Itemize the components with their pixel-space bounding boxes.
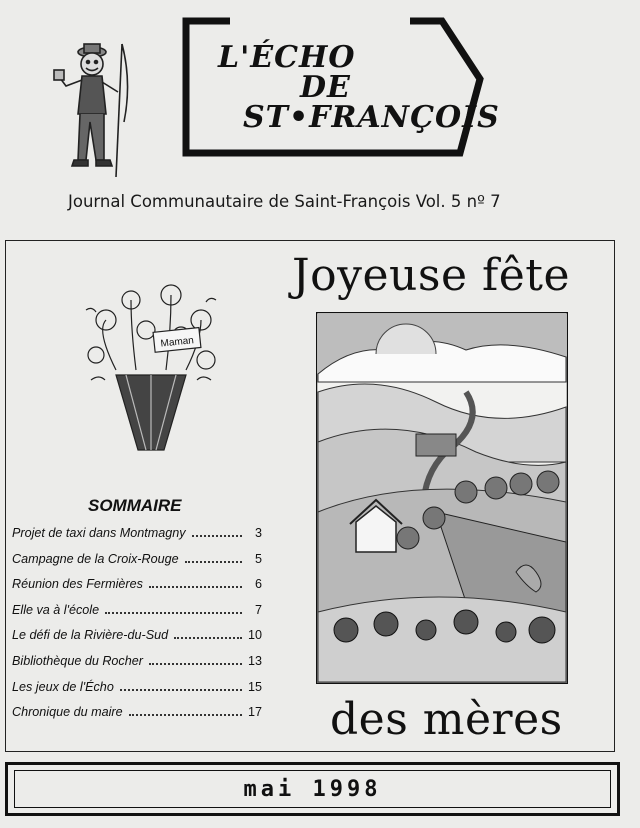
logo-line-de: DE [300,70,351,105]
flower-bouquet-illustration [76,270,226,455]
toc-item[interactable] [12,654,264,680]
toc-dot-leader [174,637,242,639]
toc-dot-leader [192,535,242,537]
bouquet-card-label: Maman [160,335,195,350]
issue-date: mai 1998 [243,776,382,802]
toc-dot-leader [185,561,242,563]
toc-item[interactable] [12,680,264,706]
toc-item-label: Les jeux de l'Écho [12,679,114,694]
toc-dot-leader [149,586,242,588]
toc-item-page: 10 [247,628,262,643]
countryside-landscape-illustration [316,312,568,684]
toc-dot-leader [149,663,242,665]
toc-item[interactable] [12,705,264,731]
greeting-heading-top: Joyeuse fête [292,250,571,301]
toc-item[interactable] [12,552,264,578]
toc-item-page: 6 [254,577,262,592]
toc-item-label: Elle va à l'école [12,602,100,617]
toc-item-page: 15 [247,679,262,694]
toc-item-label: Projet de taxi dans Montmagny [12,526,186,540]
toc-item-page: 13 [247,653,262,668]
table-of-contents [12,526,264,731]
toc-item-page: 17 [247,705,262,720]
logo-line-echo: L'ÉCHO [218,40,356,75]
toc-item-label: Réunion des Fermières [12,577,143,592]
toc-item[interactable] [12,628,264,654]
toc-item[interactable] [12,603,264,629]
toc-item-label: Chronique du maire [12,705,123,720]
fisherman-mascot-illustration [52,42,136,182]
toc-item-page: 5 [254,551,262,566]
toc-dot-leader [120,689,242,691]
greeting-heading-bottom: des mères [330,694,563,745]
journal-subtitle: Journal Communautaire de Saint-François Vol. 5 nº 7 [68,192,501,211]
toc-item-page: 3 [254,526,262,540]
toc-item[interactable] [12,577,264,603]
toc-item[interactable] [12,526,264,552]
sommaire-heading: SOMMAIRE [88,496,182,515]
toc-dot-leader [129,714,242,716]
toc-item-label: Campagne de la Croix-Rouge [12,551,179,566]
logo-line-st-francois: ST•FRANÇOIS [243,100,500,135]
issue-date-inner-frame [14,770,611,808]
toc-dot-leader [105,612,242,614]
issue-date-banner [5,762,620,816]
toc-item-page: 7 [254,602,262,617]
toc-item-label: Le défi de la Rivière-du-Sud [12,628,169,643]
toc-item-label: Bibliothèque du Rocher [12,653,143,668]
